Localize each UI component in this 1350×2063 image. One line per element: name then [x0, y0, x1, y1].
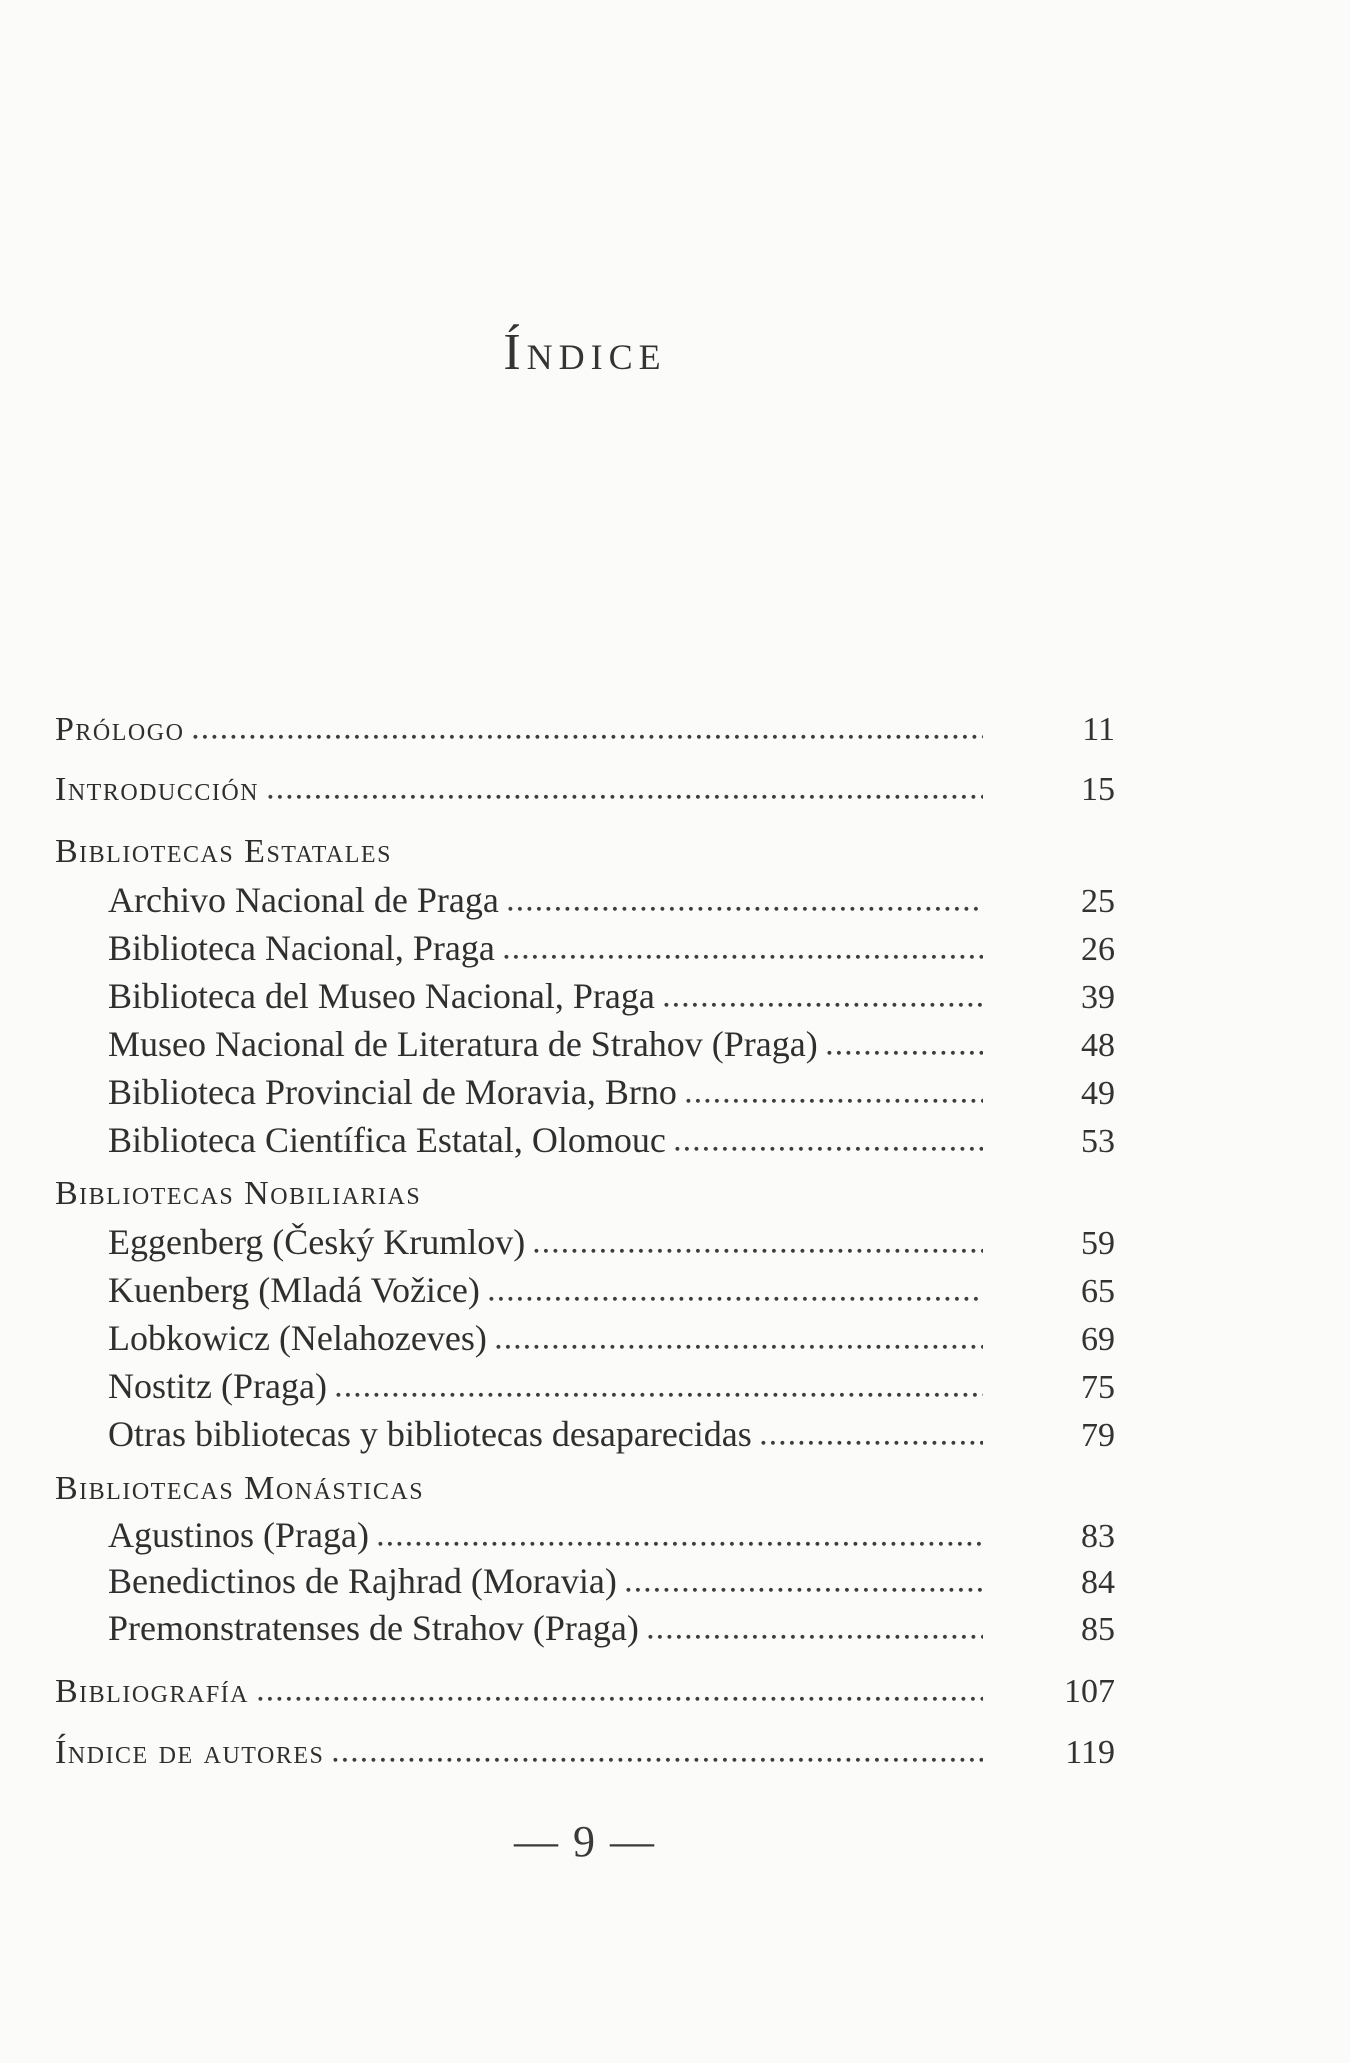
section-header-label: Bibliotecas Estatales: [55, 833, 392, 870]
toc-label: Biblioteca Nacional, Praga: [108, 928, 495, 968]
toc-label: Bibliografía: [55, 1673, 250, 1710]
toc-row: [55, 1266, 1115, 1314]
toc-row: [55, 1604, 1115, 1652]
page-number-footer: — 9 —: [514, 1817, 656, 1866]
toc-page-number: 107: [1064, 1673, 1115, 1710]
toc-label: Eggenberg (Český Krumlov): [108, 1222, 526, 1262]
toc-row-introduccion: [55, 766, 1115, 814]
dot-leader: [626, 1587, 983, 1593]
toc-page-number: 59: [1081, 1225, 1115, 1262]
toc-label: Kuenberg (Mladá Vožice): [108, 1270, 480, 1310]
dot-leader: [675, 1146, 983, 1152]
page-title: Índice: [503, 324, 667, 381]
toc-section-header-nobiliarias: [55, 1170, 1115, 1218]
toc-page-number: 75: [1081, 1369, 1115, 1406]
section-header-label: Bibliotecas Nobiliarias: [55, 1175, 422, 1212]
dot-leader: [534, 1248, 983, 1254]
toc-row: [55, 876, 1115, 924]
toc-label: Prólogo: [55, 711, 185, 748]
toc-label: Agustinos (Praga): [108, 1515, 369, 1555]
toc-page-number: 119: [1065, 1734, 1115, 1771]
toc-label: Biblioteca del Museo Nacional, Praga: [108, 976, 655, 1016]
dot-leader: [504, 954, 983, 960]
toc-row: [55, 1020, 1115, 1068]
toc-row: [55, 972, 1115, 1020]
toc-label: Otras bibliotecas y bibliotecas desaparecidas: [108, 1414, 752, 1454]
toc-section-header-estatales: [55, 828, 1115, 876]
toc-label: Benedictinos de Rajhrad (Moravia): [108, 1561, 617, 1601]
dot-leader: [378, 1541, 983, 1547]
toc-row: [55, 1410, 1115, 1458]
toc-page-number: 83: [1081, 1518, 1115, 1555]
toc-page-number: 49: [1081, 1075, 1115, 1112]
toc-page-number: 85: [1081, 1611, 1115, 1648]
dot-leader: [648, 1634, 983, 1640]
toc-row-bibliografia: [55, 1668, 1115, 1716]
dot-leader: [664, 1002, 983, 1008]
dot-leader: [193, 734, 983, 740]
toc-page-number: 84: [1081, 1564, 1115, 1601]
toc-page-number: 69: [1081, 1321, 1115, 1358]
dot-leader: [508, 906, 983, 912]
toc-label: Premonstratenses de Strahov (Praga): [108, 1608, 639, 1648]
toc-label: Índice de autores: [55, 1734, 325, 1771]
dot-leader: [827, 1050, 983, 1056]
dot-leader: [686, 1098, 983, 1104]
toc-row: [55, 1116, 1115, 1164]
dot-leader: [496, 1344, 983, 1350]
toc-label: Archivo Nacional de Praga: [108, 880, 499, 920]
dot-leader: [333, 1757, 983, 1763]
dot-leader: [258, 1696, 983, 1702]
toc-section-header-monasticas: [55, 1465, 1115, 1513]
section-header-label: Bibliotecas Monásticas: [55, 1470, 425, 1507]
toc-row-indice-autores: [55, 1729, 1115, 1777]
toc-page-number: 79: [1081, 1417, 1115, 1454]
toc-page-number: 48: [1081, 1027, 1115, 1064]
toc-row: [55, 1068, 1115, 1116]
dot-leader: [489, 1296, 983, 1302]
dot-leader: [336, 1392, 983, 1398]
toc-row: [55, 1362, 1115, 1410]
toc-row: [55, 1314, 1115, 1362]
toc-label: Biblioteca Provincial de Moravia, Brno: [108, 1072, 677, 1112]
dot-leader: [268, 794, 983, 800]
toc-page-number: 25: [1081, 883, 1115, 920]
toc-row: [55, 924, 1115, 972]
toc-page-number: 15: [1081, 771, 1115, 808]
toc-row: [55, 1218, 1115, 1266]
toc-label: Nostitz (Praga): [108, 1366, 327, 1406]
dot-leader: [761, 1440, 983, 1446]
toc-label: Biblioteca Científica Estatal, Olomouc: [108, 1120, 666, 1160]
toc-page-number: 65: [1081, 1273, 1115, 1310]
toc-label: Introducción: [55, 771, 259, 808]
toc-row-prologo: [55, 706, 1115, 754]
toc-row: [55, 1511, 1115, 1559]
toc-page-number: 53: [1081, 1123, 1115, 1160]
toc-label: Lobkowicz (Nelahozeves): [108, 1318, 487, 1358]
toc-row: [55, 1557, 1115, 1605]
toc-page-number: 11: [1082, 711, 1115, 748]
toc-page-number: 26: [1081, 931, 1115, 968]
toc-page-number: 39: [1081, 979, 1115, 1016]
toc-label: Museo Nacional de Literatura de Strahov (Praga): [108, 1024, 818, 1064]
